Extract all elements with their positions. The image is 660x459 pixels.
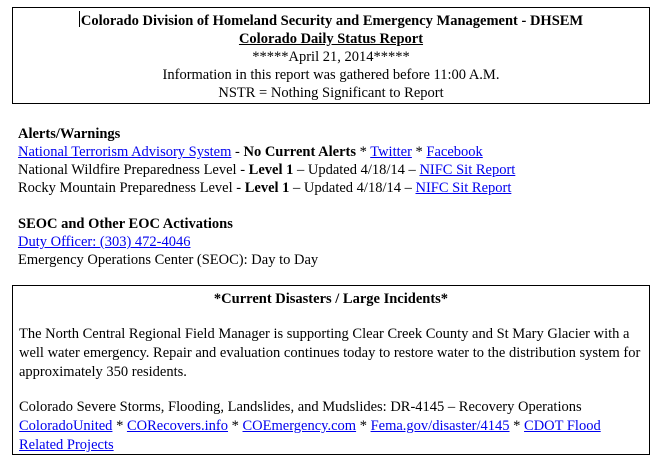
current-disasters-box (12, 285, 650, 455)
field-manager-paragraph: The North Central Regional Field Manager is supporting Clear Creek County and St Mary Glacier with a well water emergency. Repair and evaluation continues today to restore water to the distribution system for approximately 350 residents. (19, 326, 641, 380)
nstr-note: NSTR = Nothing Significant to Report (218, 85, 444, 101)
wildfire-level: Level 1 (248, 162, 294, 178)
nifc-sit-report-link[interactable]: NIFC Sit Report (419, 162, 516, 178)
coemergency-link[interactable]: COEmergency.com (242, 418, 357, 434)
seoc-heading: SEOC and Other EOC Activations (18, 216, 233, 232)
recovery-links (19, 417, 643, 455)
agency-title (13, 11, 649, 30)
separator: - (231, 144, 244, 160)
corecovers-link[interactable]: CORecovers.info (126, 418, 229, 434)
duty-officer-link[interactable]: Duty Officer: (303) 472-4046 (18, 234, 191, 250)
text-cursor (79, 11, 80, 27)
seoc-section (18, 215, 318, 269)
disasters-title: *Current Disasters / Large Incidents* (213, 291, 449, 307)
gathered-note: Information in this report was gathered before 11:00 A.M. (162, 67, 500, 83)
rocky-mountain-level: Level 1 (244, 180, 290, 196)
rocky-mountain-label: Rocky Mountain Preparedness Level - (18, 180, 245, 196)
separator: * (356, 418, 371, 434)
wildfire-updated: – Updated 4/18/14 – (293, 162, 420, 178)
twitter-link[interactable]: Twitter (370, 144, 412, 160)
alerts-row-rocky-mountain (18, 179, 515, 197)
nifc-sit-report-link[interactable]: NIFC Sit Report (415, 180, 512, 196)
alerts-section (18, 125, 515, 197)
separator: * (112, 418, 127, 434)
report-title: Colorado Daily Status Report (238, 31, 424, 47)
no-alerts-status: No Current Alerts (243, 144, 356, 160)
cdot-flood-projects-link[interactable]: CDOT Flood Related Projects (19, 418, 601, 453)
wildfire-label: National Wildfire Preparedness Level - (18, 162, 249, 178)
facebook-link[interactable]: Facebook (426, 144, 483, 160)
coloradounited-link[interactable]: ColoradoUnited (19, 418, 113, 434)
alerts-row-wildfire (18, 161, 515, 179)
alerts-row-ntas (18, 143, 515, 161)
separator: * (228, 418, 243, 434)
report-date: *****April 21, 2014***** (252, 49, 410, 65)
agency-title-text: Colorado Division of Homeland Security and Emergency Management - DHSEM (80, 13, 584, 29)
report-header-box (12, 7, 650, 104)
separator: * (411, 144, 427, 160)
ntas-link[interactable]: National Terrorism Advisory System (18, 144, 232, 160)
dr-4145-paragraph: Colorado Severe Storms, Flooding, Landslides, and Mudslides: DR-4145 – Recovery Operations (19, 399, 582, 415)
separator: * (509, 418, 525, 434)
rocky-mountain-updated: – Updated 4/18/14 – (289, 180, 416, 196)
fema-disaster-link[interactable]: Fema.gov/disaster/4145 (370, 418, 510, 434)
eoc-status: Emergency Operations Center (SEOC): Day to Day (18, 252, 319, 268)
alerts-heading: Alerts/Warnings (18, 126, 121, 142)
separator: * (355, 144, 371, 160)
